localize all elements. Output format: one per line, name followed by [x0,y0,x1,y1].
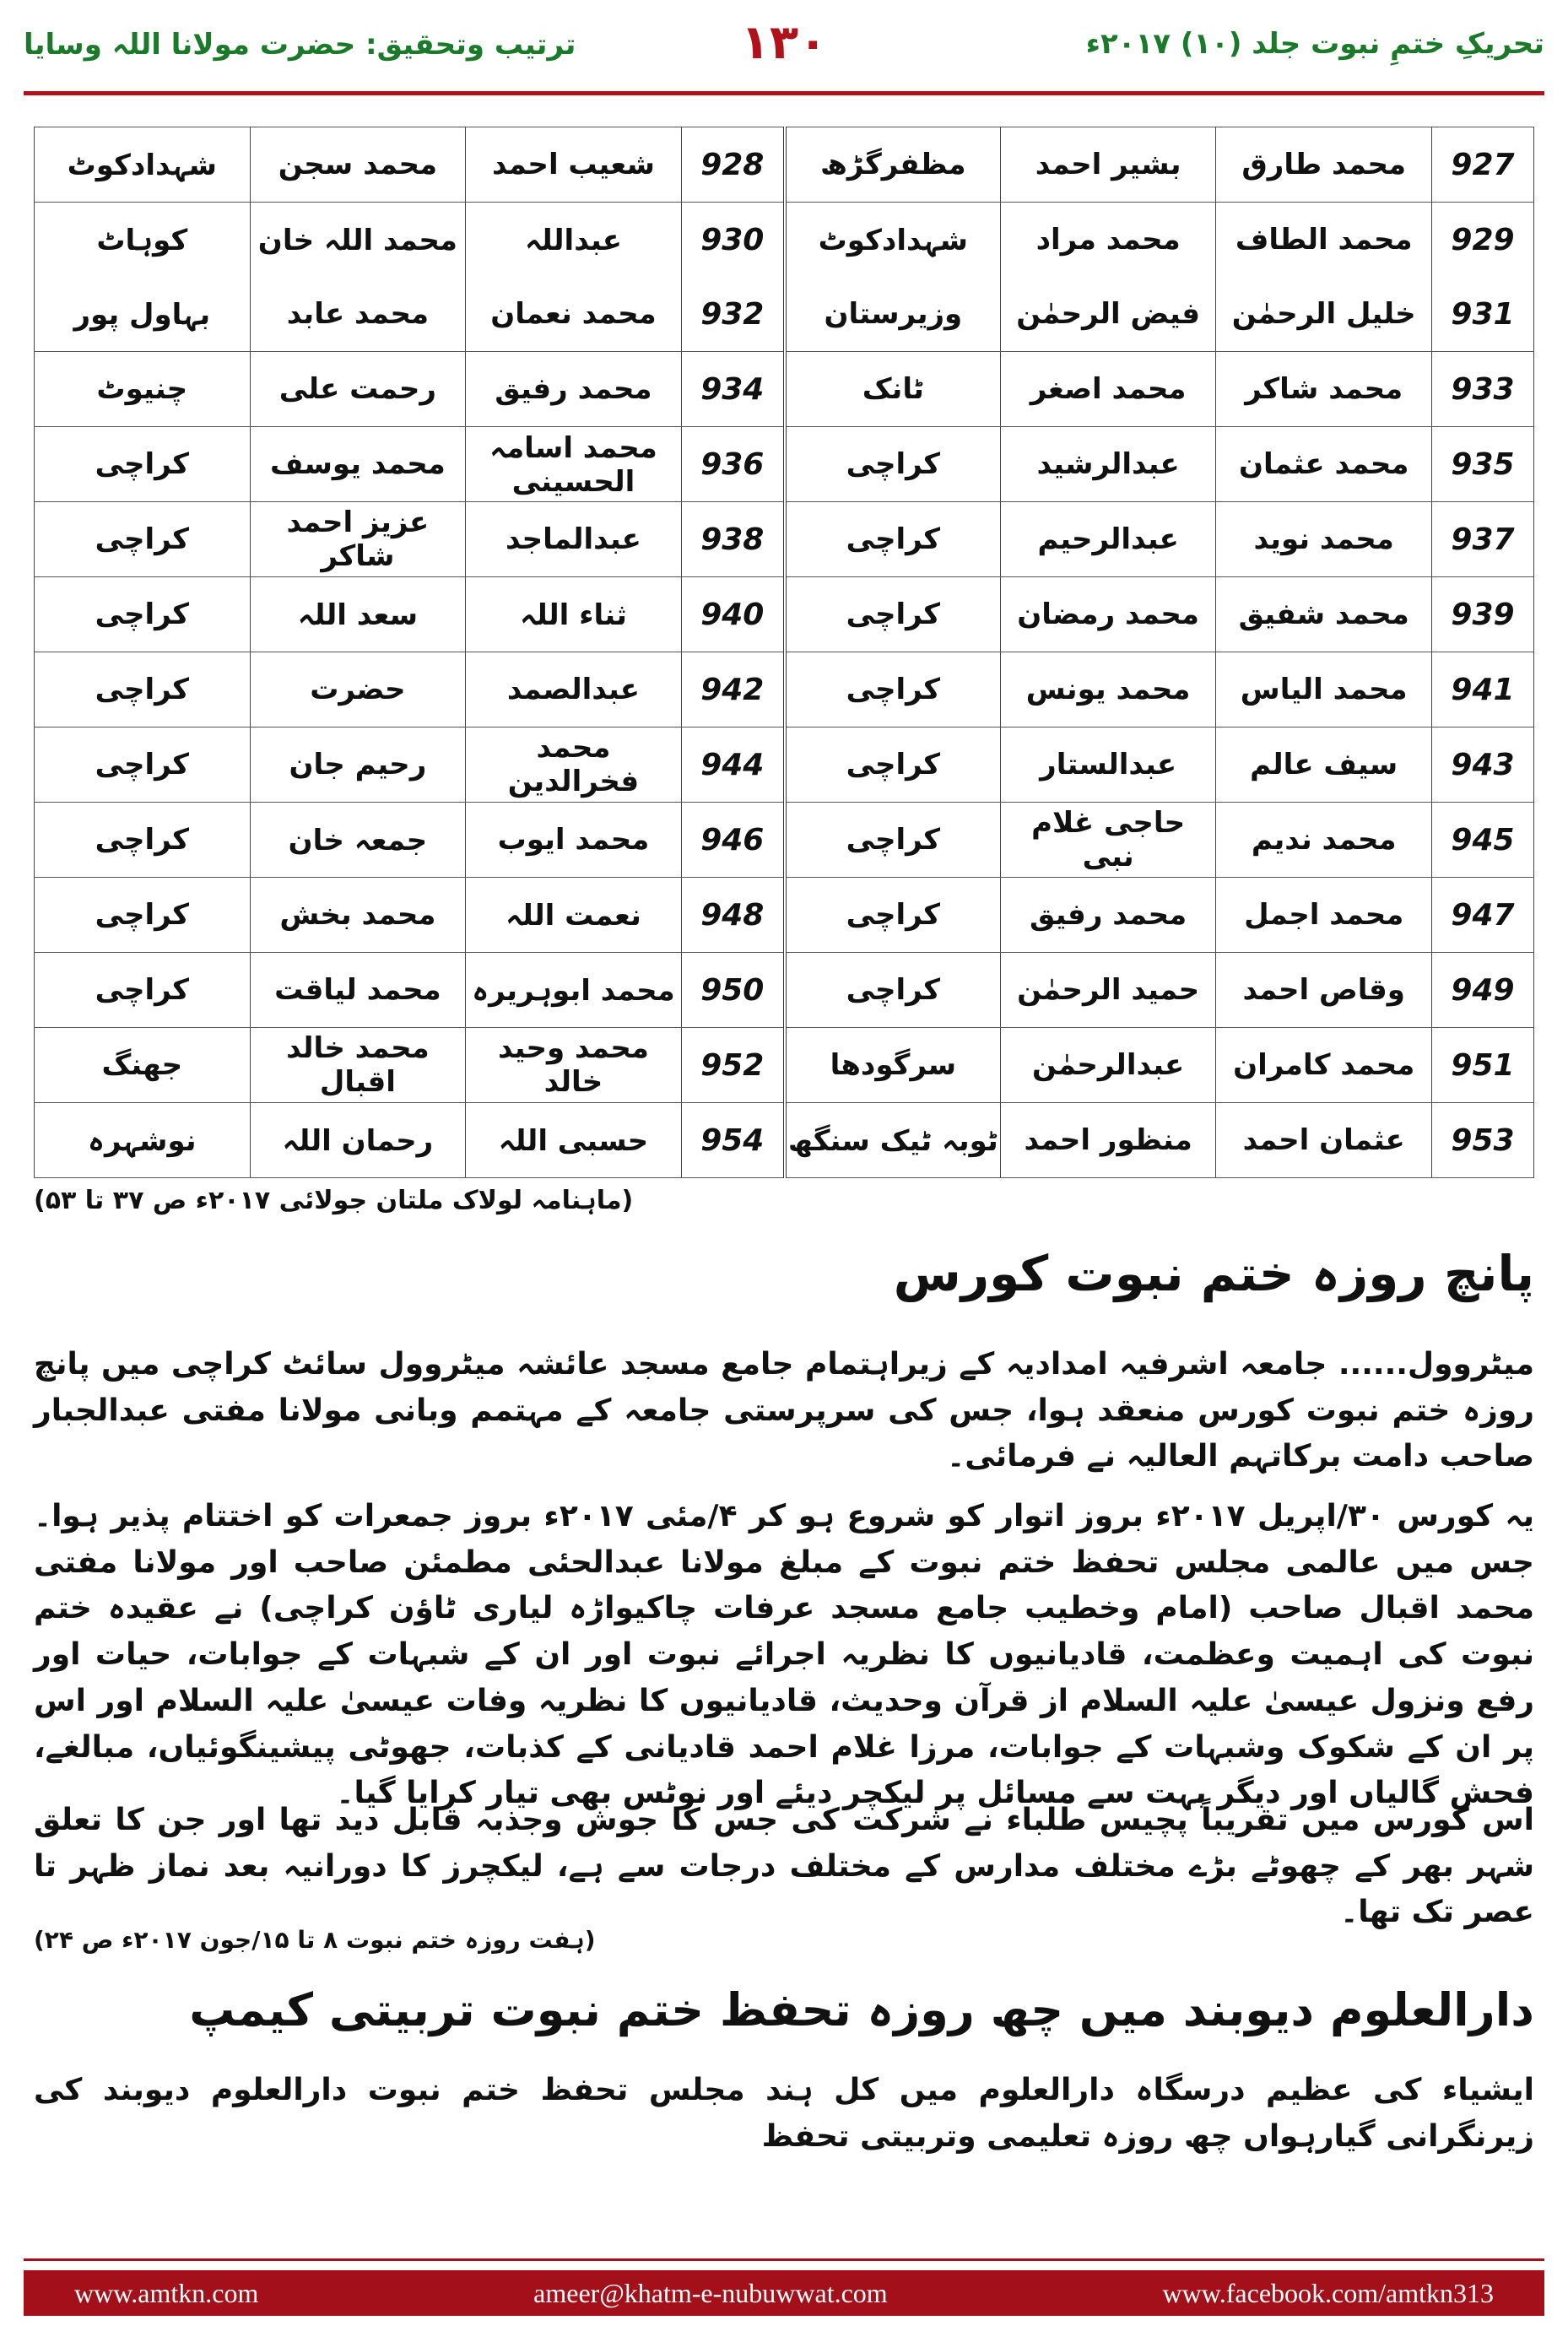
cell-student-name: خلیل الرحمٰن [1216,277,1432,352]
course-paragraph-2: یہ کورس ۳۰/اپریل ۲۰۱۷ء بروز اتوار کو شروع ہو کر ۴/مئی ۲۰۱۷ء بروز جمعرات کو اختتام پذیر ہوا۔ جس میں عالمی مجلس تحفظ ختم نبوت کے مبلغ مولانا عبدالحئی مطمئن صاحب اور مولانا مفتی محمد اقبال صاحب (امام وخطیب جامع مسجد عرفات چاکیواڑہ لیاری ٹاؤن کراچی) نے عقیدہ ختم نبوت کی اہمیت وعظمت، قادیانیوں کا نظریہ اجرائے نبوت اور ان کے شبہات کے جوابات، حیات اور رفع ونزول عیسیٰ علیہ السلام از قرآن وحدیث، قادیانیوں کا نظریہ وفات عیسیٰ علیہ السلام اور اس پر ان کے شکوک وشبہات کے جوابات، مرزا غلام احمد قادیانی کے کذبات، جھوٹی پیشینگوئیاں، مبالغے، فحش گالیاں اور دیگر بہت سے مسائل پر لیکچر دیئے اور نوٹس بھی تیار کرایا گیا۔ [34,1499,1534,1811]
cell-city: مظفرگڑھ [785,127,1001,203]
cell-student-name: محمد اسامہ الحسینی [466,427,682,502]
cell-city: کراچی [35,502,251,577]
cell-city: چنیوٹ [35,352,251,427]
cell-father-name: رحمان اللہ [250,1103,466,1178]
cell-city: کراچی [785,803,1001,878]
course-paragraph-1: میٹروول...... جامعہ اشرفیہ امدادیہ کے زیراہتمام جامع مسجد عائشہ میٹروول سائٹ کراچی میں پانچ روزہ ختم نبوت کورس منعقد ہوا، جس کی سرپرستی جامعہ کے مہتمم وبانی مولانا مفتی عبدالجبار صاحب دامت برکاتہم العالیہ نے فرمائی۔ [34,1347,1534,1474]
cell-father-name: رحمت علی [250,352,466,427]
cell-student-name: عثمان احمد [1216,1103,1432,1178]
cell-serial-number: 935 [1432,427,1534,502]
cell-father-name: محمد رفیق [1000,878,1216,953]
cell-student-name: محمد نعمان [466,277,682,352]
page-number: ۱۳۰ [740,15,828,70]
cell-father-name: محمد اصغر [1000,352,1216,427]
cell-father-name: محمد رمضان [1000,577,1216,652]
table-row [35,652,1534,727]
source-citation: (ماہنامہ لولاک ملتان جولائی ۲۰۱۷ء ص ۳۷ تا ۵۳) [34,1186,634,1215]
cell-serial-number: 948 [681,878,785,953]
cell-student-name: محمد نوید [1216,502,1432,577]
cell-student-name: محمد شاکر [1216,352,1432,427]
cell-student-name: عبدالماجد [466,502,682,577]
table-row [35,803,1534,878]
cell-student-name: شعیب احمد [466,127,682,203]
cell-serial-number: 930 [681,203,785,278]
cell-city: بہاول پور [35,277,251,352]
cell-student-name: حسبی اللہ [466,1103,682,1178]
cell-student-name: محمد ندیم [1216,803,1432,878]
cell-father-name: محمد اللہ خان [250,203,466,278]
cell-father-name: عبدالرشید [1000,427,1216,502]
cell-student-name: محمد الطاف [1216,203,1432,278]
cell-father-name: محمد سجن [250,127,466,203]
cell-father-name: عبدالستار [1000,727,1216,803]
cell-student-name: محمد کامران [1216,1028,1432,1103]
cell-father-name: محمد یوسف [250,427,466,502]
table-row [35,502,1534,577]
cell-student-name: نعمت اللہ [466,878,682,953]
course-citation: (ہفت روزہ ختم نبوت ۸ تا ۱۵/جون ۲۰۱۷ء ص ۲۴) [34,1926,596,1954]
table-row [35,203,1534,278]
cell-father-name: رحیم جان [250,727,466,803]
page-footer [24,2270,1544,2316]
cell-student-name: محمد عثمان [1216,427,1432,502]
cell-father-name: حمید الرحمٰن [1000,953,1216,1028]
cell-city: کراچی [785,427,1001,502]
cell-city: کراچی [785,577,1001,652]
cell-serial-number: 954 [681,1103,785,1178]
cell-serial-number: 937 [1432,502,1534,577]
cell-city: نوشہرہ [35,1103,251,1178]
cell-student-name: محمد ابوہریرہ [466,953,682,1028]
cell-serial-number: 946 [681,803,785,878]
cell-serial-number: 928 [681,127,785,203]
cell-city: کراچی [35,427,251,502]
cell-student-name: محمد شفیق [1216,577,1432,652]
table-row [35,277,1534,352]
cell-student-name: محمد ایوب [466,803,682,878]
table-row [35,127,1534,203]
cell-city: کراچی [785,652,1001,727]
cell-city: شہدادکوٹ [35,127,251,203]
cell-father-name: محمد بخش [250,878,466,953]
table-row [35,953,1534,1028]
cell-serial-number: 944 [681,727,785,803]
table-row [35,427,1534,502]
cell-serial-number: 933 [1432,352,1534,427]
cell-serial-number: 934 [681,352,785,427]
cell-father-name: عزیز احمد شاکر [250,502,466,577]
cell-serial-number: 951 [1432,1028,1534,1103]
cell-city: ٹوبہ ٹیک سنگھ [785,1103,1001,1178]
cell-city: کراچی [35,577,251,652]
cell-serial-number: 929 [1432,203,1534,278]
footer-divider [24,2258,1544,2261]
cell-father-name: محمد مراد [1000,203,1216,278]
cell-city: کراچی [35,878,251,953]
cell-father-name: عبدالرحمٰن [1000,1028,1216,1103]
cell-father-name: بشیر احمد [1000,127,1216,203]
cell-serial-number: 938 [681,502,785,577]
cell-student-name: ثناء اللہ [466,577,682,652]
cell-student-name: محمد طارق [1216,127,1432,203]
table-row [35,1028,1534,1103]
footer-website-link[interactable]: www.amtkn.com [74,2277,259,2308]
cell-serial-number: 953 [1432,1103,1534,1178]
cell-father-name: حاجی غلام نبی [1000,803,1216,878]
table-row [35,577,1534,652]
journal-title: تحریکِ ختمِ نبوت جلد (۱۰) ۲۰۱۷ء [1085,27,1544,61]
table-row [35,1103,1534,1178]
table-row [35,727,1534,803]
cell-serial-number: 943 [1432,727,1534,803]
cell-father-name: محمد عابد [250,277,466,352]
cell-father-name: محمد لیاقت [250,953,466,1028]
footer-facebook-link[interactable]: www.facebook.com/amtkn313 [1162,2277,1494,2308]
cell-city: کراچی [785,502,1001,577]
cell-serial-number: 947 [1432,878,1534,953]
section-heading-camp: دارالعلوم دیوبند میں چھ روزہ تحفظ ختم نبوت تربیتی کیمپ [189,1983,1534,2036]
section-heading-course: پانچ روزہ ختم نبوت کورس [893,1245,1534,1302]
cell-student-name: محمد اجمل [1216,878,1432,953]
cell-city: شہدادکوٹ [785,203,1001,278]
cell-city: جھنگ [35,1028,251,1103]
cell-father-name: جمعہ خان [250,803,466,878]
cell-city: کراچی [35,803,251,878]
cell-serial-number: 931 [1432,277,1534,352]
cell-serial-number: 927 [1432,127,1534,203]
cell-city: کراچی [35,953,251,1028]
cell-father-name: عبدالرحیم [1000,502,1216,577]
cell-serial-number: 936 [681,427,785,502]
cell-student-name: وقاص احمد [1216,953,1432,1028]
cell-city: کراچی [785,727,1001,803]
cell-father-name: منظور احمد [1000,1103,1216,1178]
cell-serial-number: 945 [1432,803,1534,878]
cell-serial-number: 942 [681,652,785,727]
cell-student-name: محمد الیاس [1216,652,1432,727]
cell-student-name: محمد وحید خالد [466,1028,682,1103]
cell-student-name: عبدالصمد [466,652,682,727]
cell-father-name: محمد یونس [1000,652,1216,727]
cell-city: کوہاٹ [35,203,251,278]
cell-city: وزیرستان [785,277,1001,352]
camp-paragraph-1: ایشیاء کی عظیم درسگاہ دارالعلوم میں کل ہند مجلس تحفظ ختم نبوت دارالعلوم دیوبند کی زیرنگرانی گیارہواں چھ روزہ تعلیمی وتربیتی تحفظ [34,2073,1534,2154]
cell-city: سرگودھا [785,1028,1001,1103]
compiler-credit: ترتیب وتحقیق: حضرت مولانا اللہ وسایا [24,28,576,62]
cell-serial-number: 941 [1432,652,1534,727]
cell-serial-number: 939 [1432,577,1534,652]
table-row [35,878,1534,953]
cell-father-name: فیض الرحمٰن [1000,277,1216,352]
cell-father-name: سعد اللہ [250,577,466,652]
cell-serial-number: 932 [681,277,785,352]
cell-serial-number: 949 [1432,953,1534,1028]
cell-serial-number: 940 [681,577,785,652]
page-header [24,15,1544,100]
cell-father-name: حضرت [250,652,466,727]
header-divider [24,91,1544,95]
course-paragraph-3: اس کورس میں تقریباً پچیس طلباء نے شرکت کی جس کا جوش وجذبہ قابل دید تھا اور جن کا تعلق شہر بھر کے چھوٹے بڑے مختلف مدارس کے مختلف درجات سے ہے، لیکچرز کا دورانیہ بعد نماز ظہر تا عصر تک تھا۔ [34,1803,1534,1930]
cell-serial-number: 952 [681,1028,785,1103]
cell-student-name: سیف عالم [1216,727,1432,803]
participants-table [34,127,1534,1178]
cell-city: کراچی [35,652,251,727]
cell-father-name: محمد خالد اقبال [250,1028,466,1103]
cell-student-name: محمد فخرالدین [466,727,682,803]
cell-serial-number: 950 [681,953,785,1028]
cell-student-name: محمد رفیق [466,352,682,427]
footer-email-link[interactable]: ameer@khatm-e-nubuwwat.com [533,2277,888,2308]
cell-city: ٹانک [785,352,1001,427]
cell-city: کراچی [35,727,251,803]
cell-city: کراچی [785,878,1001,953]
cell-student-name: عبداللہ [466,203,682,278]
cell-city: کراچی [785,953,1001,1028]
table-row [35,352,1534,427]
